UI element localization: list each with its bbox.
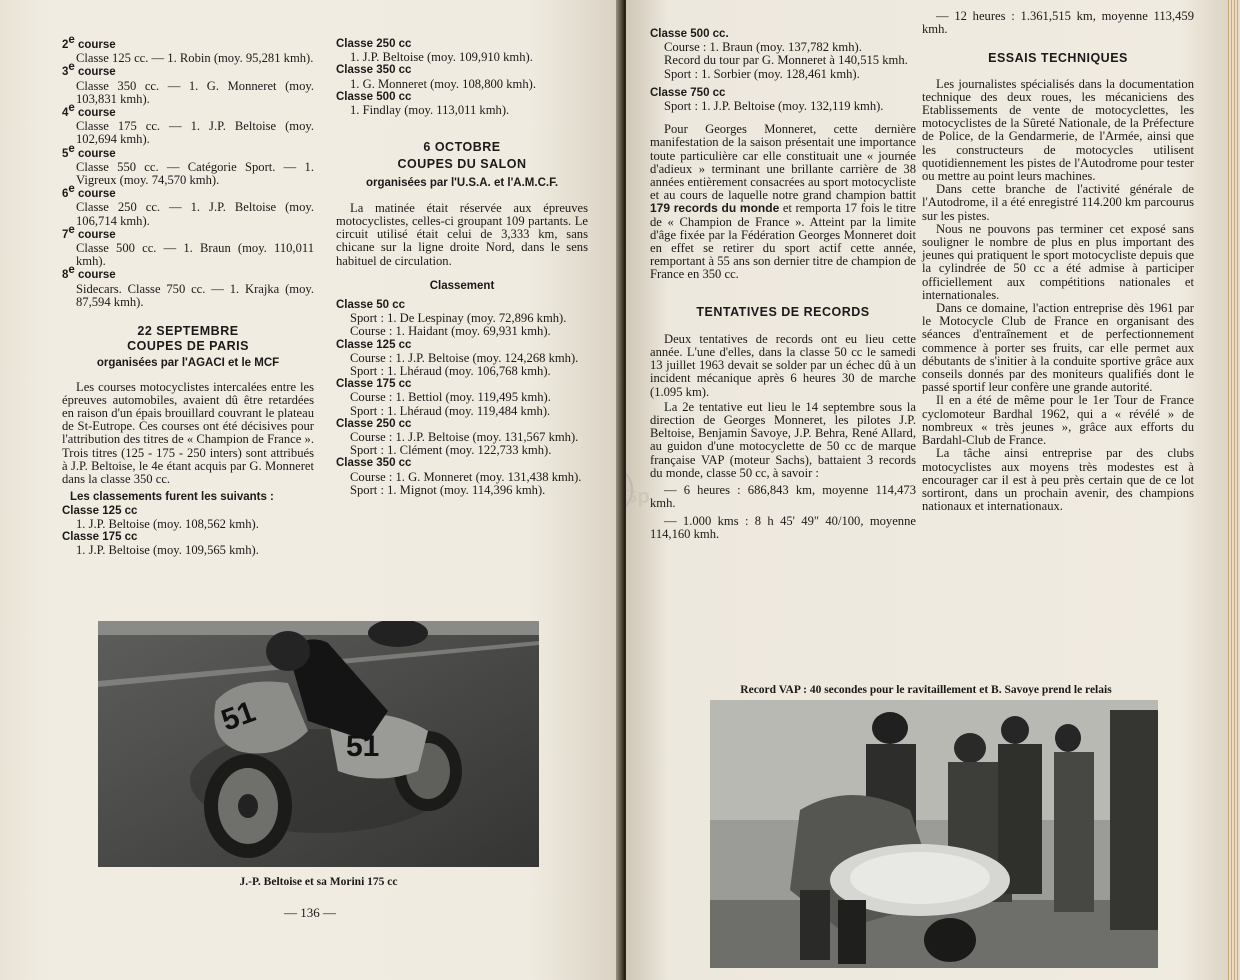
race-number: 5: [62, 147, 69, 160]
race-heading: [62, 33, 314, 52]
race-heading: [62, 61, 314, 79]
section-body: Les courses motocyclistes intercalées entre les épreuves automobiles, avaient dû être retardées en raison d'un épais brouillard couvrant le plateau de St-Eutrope. Ces courses ont été décisives pour l'attribution des titres de « Champion de France ». Trois titres (125 - 175 - 250 inters) sont attribués à J.P. Beltoise, le 4e étant acquis par G. Monneret dans la classe 350 cc.: [62, 379, 314, 487]
class-result: 1. J.P. Beltoise (moy. 109,910 kmh).: [350, 50, 533, 65]
class-result: Course : 1. Bettiol (moy. 119,495 kmh).: [350, 390, 551, 405]
class-result: Sport : 1. Mignot (moy. 114,396 kmh).: [350, 482, 546, 497]
section-body: La matinée était réservée aux épreuves motocyclistes, celles-ci groupant 109 partants. Le circuit utilisé était celui de 3,333 km, sans chicane sur la ligne droite Nord, dans le sens habituel de circulation.: [336, 200, 588, 268]
watermark-text: Gp: [622, 486, 650, 508]
class-result: Course : 1. J.P. Beltoise (moy. 131,567 kmh).: [350, 430, 579, 445]
race-label: course: [77, 39, 116, 51]
race-number: 7: [62, 228, 69, 241]
page-edges: [1228, 0, 1240, 980]
race-result: Classe 550 cc. — Catégorie Sport. — 1. Vigreux (moy. 74,570 kmh).: [76, 159, 314, 188]
record-item: — 1.000 kms : 8 h 45' 49" 40/100, moyenne 114,160 kmh.: [650, 513, 916, 541]
race-label: course: [77, 228, 116, 241]
classements-title: Les classements furent les suivants :: [70, 491, 274, 504]
section-date: 22 SEPTEMBRE: [137, 324, 239, 339]
photo-caption: Record VAP : 40 secondes pour le ravitaillement et B. Savoye prend le relais: [740, 684, 1112, 696]
record-items: [650, 484, 916, 541]
race-ordinal: e: [68, 264, 75, 277]
race-number: 3: [62, 66, 69, 79]
race-number: 8: [62, 269, 69, 282]
classement-title: Classement: [429, 279, 495, 292]
race-label: course: [77, 107, 116, 120]
class-label: Classe 350 cc: [336, 457, 412, 470]
race-ordinal: e: [68, 183, 75, 196]
section-subtitle: organisées par l'U.S.A. et l'A.M.C.F.: [365, 176, 559, 189]
section-title: COUPES DE PARIS: [127, 339, 249, 354]
essais-paragraphs: [922, 78, 1194, 514]
class-result: Course : 1. J.P. Beltoise (moy. 124,268 kmh).: [350, 350, 579, 365]
race-label: course: [77, 66, 116, 79]
race-heading: [62, 223, 314, 242]
race-heading: [62, 142, 314, 161]
class-result: Course : 1. Haidant (moy. 69,931 kmh).: [350, 324, 551, 339]
class-result: Sport : 1. Sorbier (moy. 128,461 kmh).: [664, 66, 860, 81]
class-result: Sport : 1. De Lespinay (moy. 72,896 kmh).: [350, 311, 567, 326]
record-item: — 6 heures : 686,843 km, moyenne 114,473 kmh.: [650, 483, 916, 511]
race-results-list: [62, 33, 314, 309]
results-list: [650, 28, 916, 113]
monneret-paragraph: [650, 123, 916, 281]
class-label: Classe 250 cc: [336, 38, 412, 50]
class-label: Classe 125 cc: [62, 504, 138, 517]
photo-caption: J.-P. Beltoise et sa Morini 175 cc: [239, 876, 398, 888]
class-result: Sport : 1. J.P. Beltoise (moy. 132,119 kmh).: [664, 99, 884, 114]
right-column-1: [650, 28, 916, 541]
essais-paragraph: Dans ce domaine, l'action entreprise dès 1961 par le Motocycle Club de France en organisant des séances d'entraînement et de perfectionnement commence à porter ses fruits, car elle permet aux débutants de s'initier à la conduite sportive grâce aux conseils donnés par des moniteurs qualifiés dont le passé sportif leur confère une grande autorité.: [922, 301, 1194, 395]
records-paragraph: Deux tentatives de records ont eu lieu cette année. L'une d'elles, dans la classe 50 cc le samedi 13 juillet 1963 devait se solder par un échec dû à un incident mécanique après 6 heures 30 de marche (1.095 km).: [650, 331, 916, 399]
essais-paragraph: Les journalistes spécialisés dans la documentation technique des deux roues, les mécaniciens des Etablissements de vente de motocyclettes, les motocyclistes de la Sûreté Nationale, de la Préfecture de Police, de la Gendarmerie, de l'Armée, ainsi que les constructeurs de motocycles utilisent quotidiennement les pistes de l'Autodrome pour tester ou mettre au point leurs machines.: [922, 76, 1194, 184]
class-result: Sport : 1. Lhéraud (moy. 119,484 kmh).: [350, 403, 551, 418]
class-label: Classe 500 cc.: [650, 28, 729, 40]
records-paragraph: La 2e tentative eut lieu le 14 septembre sous la direction de Georges Monneret, les pilotes J.P. Beltoise, Benjamin Savoye, J.P. Behra, René Allard, au guidon d'une motocyclette de 50 cc de marque française VAP (moteur Sachs), battaient 3 records du monde, classe 50 cc, à savoir :: [650, 399, 916, 480]
race-heading: [62, 183, 314, 201]
essais-paragraph: Dans cette branche de l'activité générale de l'Autodrome, il a été enregistré 114.200 km parcourus sur les pistes.: [922, 182, 1194, 223]
race-ordinal: e: [68, 33, 75, 46]
class-result: 1. J.P. Beltoise (moy. 109,565 kmh).: [76, 543, 259, 558]
page-number: — 136 —: [284, 905, 336, 920]
photo-record-vap: [710, 700, 1158, 968]
class-result: Sport : 1. Clément (moy. 122,733 kmh).: [350, 443, 552, 458]
race-result: Classe 175 cc. — 1. J.P. Beltoise (moy. 102,694 kmh).: [76, 119, 314, 147]
class-result: Course : 1. G. Monneret (moy. 131,438 kmh).: [350, 469, 582, 484]
monneret-text: et remporta 17 fois le titre de « Champion de France ». Atteint par la limite d'âge fixée par la Fédération Georges Monneret doit en effet se retirer du sport actif cette année, remportant à 55 ans son dernier titre de champion de France en 350 cc.: [650, 201, 916, 282]
class-result: Sport : 1. Lhéraud (moy. 106,768 kmh).: [350, 364, 551, 379]
record-item: — 12 heures : 1.361,515 km, moyenne 113,459 kmh.: [922, 9, 1194, 37]
class-result: Course : 1. Braun (moy. 137,782 kmh).: [664, 40, 862, 55]
race-label: course: [77, 188, 116, 201]
race-result: Classe 250 cc. — 1. J.P. Beltoise (moy. 106,714 kmh).: [76, 200, 314, 228]
section-date: 6 OCTOBRE: [423, 140, 501, 155]
race-number: 4: [62, 107, 69, 120]
race-label: course: [77, 269, 116, 282]
class-label: Classe 250 cc: [336, 417, 412, 430]
pit-stop-photo: [710, 700, 1158, 968]
left-column-1: [62, 33, 314, 558]
race-number: 51: [346, 730, 380, 763]
class-result: 1. Findlay (moy. 113,011 kmh).: [350, 103, 510, 118]
race-ordinal: e: [68, 142, 75, 155]
race-number: 51: [217, 695, 260, 738]
class-result: 1. G. Monneret (moy. 108,800 kmh).: [350, 76, 536, 91]
race-result: Classe 125 cc. — 1. Robin (moy. 95,281 kmh).: [76, 51, 314, 66]
section-title: ESSAIS TECHNIQUES: [988, 51, 1128, 66]
essais-paragraph: Il en a été de même pour le 1er Tour de France cyclomoteur Bardhal 1962, qui a « révélé » de nombreux « très jeunes », grâce aux efforts du Bardahl-Club de France.: [922, 393, 1194, 448]
classements-list: [62, 505, 314, 558]
monneret-text: Pour Georges Monneret, cette dernière manifestation de la saison présentait une importance toute particulière car elle constituait une « journée d'adieux » terminant une brillante carrière de 38 années entièrement consacrées au sport motocycliste et au cours de laquelle notre grand champion battit: [650, 122, 916, 203]
section-title: COUPES DU SALON: [397, 157, 527, 172]
section-title: TENTATIVES DE RECORDS: [696, 304, 870, 319]
section-subtitle: organisées par l'AGACI et le MCF: [96, 357, 280, 370]
class-label: Classe 500 cc: [336, 90, 412, 103]
race-result: Classe 500 cc. — 1. Braun (moy. 110,011 kmh).: [76, 241, 314, 269]
class-result: 1. J.P. Beltoise (moy. 108,562 kmh).: [76, 516, 259, 531]
class-label: Classe 50 cc: [336, 299, 406, 312]
class-label: Classe 125 cc: [336, 338, 412, 351]
essais-paragraph: Nous ne pouvons pas terminer cet exposé sans souligner le nombre de plus en plus important des jeunes qui pratiquent le sport motocycliste depuis que la cylindrée de 50 cc a été admise à participer officiellement aux compétitions nationales et internationales.: [922, 221, 1194, 302]
monneret-records: 179 records du monde: [650, 201, 780, 216]
left-column-2: [336, 38, 588, 497]
race-result: Classe 350 cc. — 1. G. Monneret (moy. 103,831 kmh).: [76, 78, 314, 106]
race-ordinal: e: [68, 101, 75, 114]
class-label: Classe 175 cc: [62, 530, 138, 543]
race-heading: [62, 101, 314, 120]
class-result: Record du tour par G. Monneret à 140,515 kmh.: [664, 53, 908, 68]
motorcycle-photo: [98, 621, 539, 867]
results-continued: [336, 38, 588, 117]
race-number: 6: [62, 188, 69, 201]
watermark-logo: [622, 455, 656, 525]
race-result: Sidecars. Classe 750 cc. — 1. Krajka (moy. 87,594 kmh).: [76, 281, 314, 309]
race-heading: [62, 264, 314, 282]
race-number: 2: [62, 39, 69, 51]
class-label: Classe 750 cc: [650, 86, 726, 99]
essais-paragraph: La tâche ainsi entreprise par des clubs motocyclistes aux moyens très modestes est à encourager car il est à peu près certain que de ce lot sortiront, dans un prochain avenir, des champions nationaux et internationaux.: [922, 446, 1194, 514]
classement-list: [336, 299, 588, 497]
right-column-2: [922, 10, 1194, 513]
right-page: [622, 0, 1240, 980]
race-ordinal: e: [68, 223, 75, 236]
class-label: Classe 350 cc: [336, 64, 412, 77]
race-label: course: [77, 147, 116, 160]
race-ordinal: e: [68, 61, 75, 74]
class-label: Classe 175 cc: [336, 378, 412, 391]
photo-beltoise-morini: [98, 621, 539, 867]
